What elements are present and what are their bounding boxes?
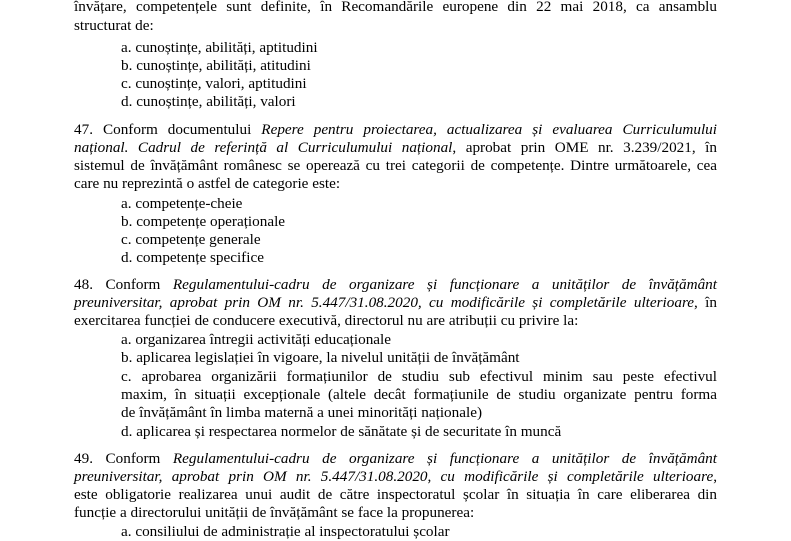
q47-title-part2: național. Cadrul de referință al Curriculumului național xyxy=(74,139,453,156)
q49-line-1 xyxy=(74,450,717,468)
q48-prefix: 48. Conform xyxy=(74,276,173,293)
q49-line-4: funcție a directorului unității de învățământ se face la propunerea: xyxy=(74,504,475,521)
q48-option-a: a. organizarea întregii activități educaționale xyxy=(121,331,392,348)
q48-line-2 xyxy=(74,294,717,312)
q47-option-c: c. competențe generale xyxy=(121,231,261,248)
q48-line-3: exercitarea funcției de conducere executivă, directorul nu are atribuții cu privire la: xyxy=(74,312,579,329)
q48-title-part2: preuniversitar, aprobat prin OM nr. 5.447/31.08.2020, cu modificările și completările ulterioare xyxy=(74,294,695,311)
q48-option-c-line-2: maxim, în situații excepționale (altele decât formațiunile de studiu organizate pentru forma xyxy=(121,386,717,403)
q49-prefix: 49. Conform xyxy=(74,450,173,467)
q47-option-d: d. competențe specifice xyxy=(121,249,264,266)
q47-line-4: care nu reprezintă o astfel de categorie este: xyxy=(74,175,341,192)
intro-line-1: învățare, competențele sunt definite, în Recomandările europene din 22 mai 2018, ca ansamblu xyxy=(74,0,717,15)
q48-line-2-rest: , în xyxy=(694,294,717,311)
q49-line-3: este obligatorie realizarea unui audit de către inspectoratul școlar în situația în care eliberarea din xyxy=(74,486,717,503)
intro-option-d: d. cunoștințe, abilități, valori xyxy=(121,93,296,110)
q47-option-a: a. competențe-cheie xyxy=(121,195,243,212)
q48-title-part1: Regulamentului-cadru de organizare și funcționare a unităților de învățământ xyxy=(172,276,717,293)
q47-option-b: b. competențe operaționale xyxy=(121,213,286,230)
q48-option-c-line-3: de învățământ în limba maternă a unei minorități naționale) xyxy=(121,404,482,421)
q48-option-c-line-1: c. aprobarea organizării formațiunilor de studiu sub efectivul minim sau peste efectivul xyxy=(121,368,717,385)
intro-line-2: structurat de: xyxy=(74,17,154,34)
q47-line-3: sistemul de învățământ românesc se operează cu trei categorii de competențe. Dintre următoarele, cea xyxy=(74,157,717,174)
q49-line-2-rest: , xyxy=(713,468,717,485)
intro-option-c: c. cunoștințe, valori, aptitudini xyxy=(121,75,307,92)
intro-option-b: b. cunoștințe, abilități, atitudini xyxy=(121,57,311,74)
q48-option-b: b. aplicarea legislației în vigoare, la nivelul unității de învățământ xyxy=(121,349,520,366)
q48-line-1 xyxy=(74,276,717,294)
q49-title-part1: Regulamentului-cadru de organizare și funcționare a unităților de învățământ xyxy=(172,450,717,467)
q47-line-2 xyxy=(74,139,717,157)
q47-line-2-rest: , aprobat prin OME nr. 3.239/2021, în xyxy=(452,139,717,156)
intro-option-a: a. cunoștințe, abilități, aptitudini xyxy=(121,39,318,56)
q49-title-part2: preuniversitar, aprobat prin OM nr. 5.447/31.08.2020, cu modificările și completările ulterioare xyxy=(74,468,714,485)
q47-prefix: 47. Conform documentului xyxy=(74,121,262,138)
q49-option-a: a. consiliului de administrație al inspectoratului școlar xyxy=(121,523,450,540)
q48-option-d: d. aplicarea și respectarea normelor de sănătate și de securitate în muncă xyxy=(121,423,562,440)
q47-line-1 xyxy=(74,121,717,139)
q49-line-2 xyxy=(74,468,717,486)
q47-title-part1: Repere pentru proiectarea, actualizarea și evaluarea Curriculumului xyxy=(261,121,717,138)
